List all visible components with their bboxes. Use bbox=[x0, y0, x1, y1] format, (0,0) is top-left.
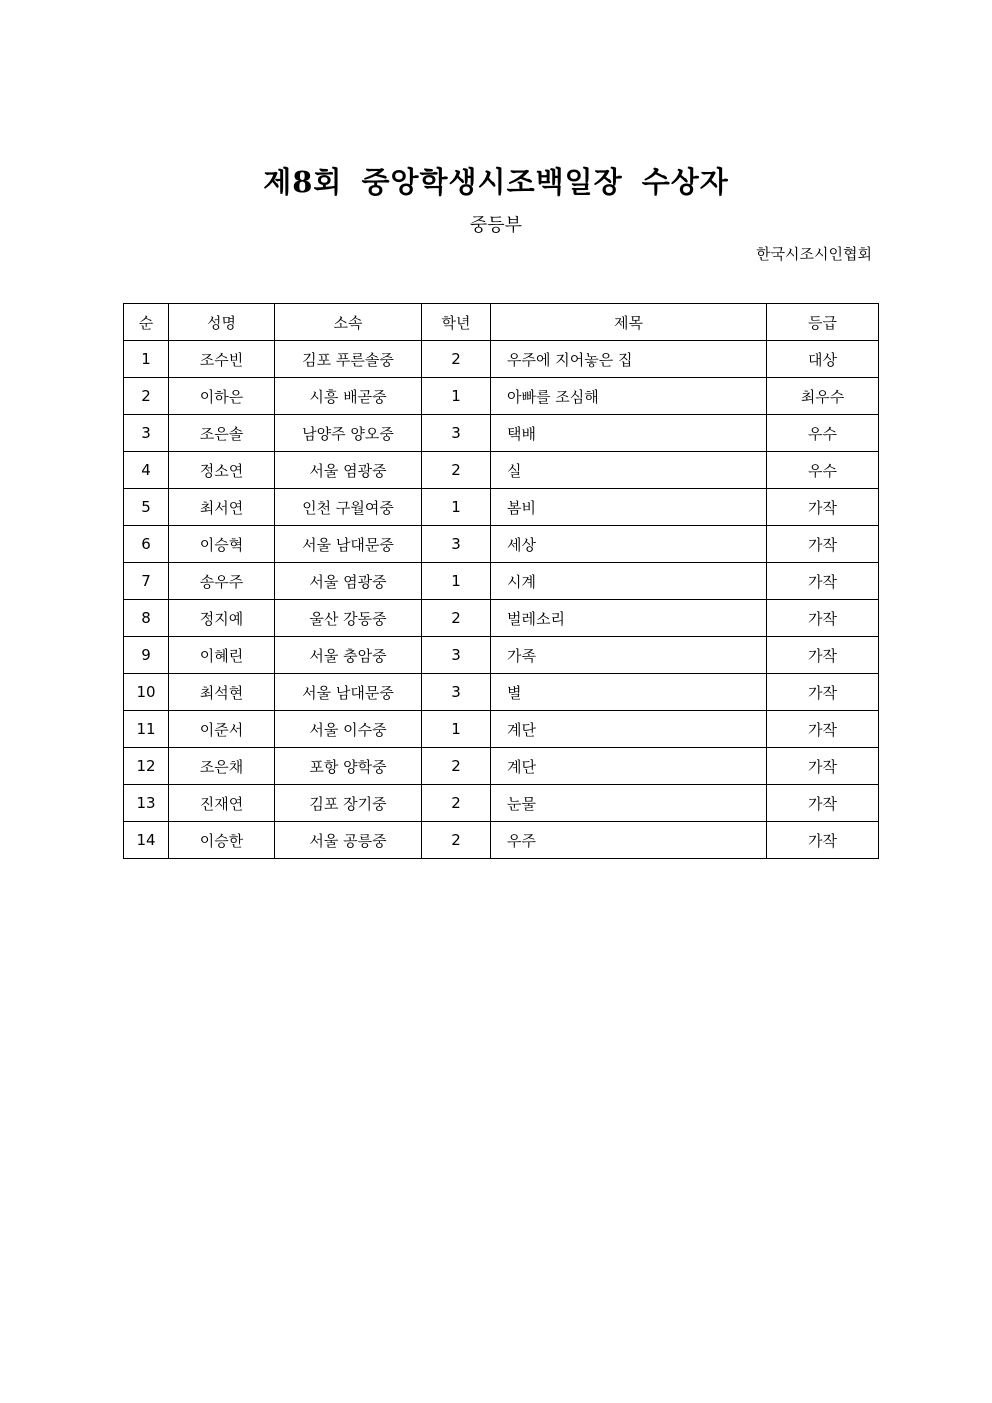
cell-award: 가작 bbox=[767, 563, 879, 600]
cell-grade: 2 bbox=[422, 748, 491, 785]
cell-number: 2 bbox=[124, 378, 169, 415]
cell-number: 11 bbox=[124, 711, 169, 748]
cell-school: 서울 남대문중 bbox=[275, 526, 422, 563]
cell-title: 봄비 bbox=[491, 489, 767, 526]
header-name: 성명 bbox=[169, 304, 275, 341]
table-header-row bbox=[124, 304, 879, 341]
cell-grade: 3 bbox=[422, 637, 491, 674]
table-row bbox=[124, 748, 879, 785]
cell-school: 서울 남대문중 bbox=[275, 674, 422, 711]
table-row bbox=[124, 785, 879, 822]
cell-grade: 3 bbox=[422, 415, 491, 452]
cell-grade: 2 bbox=[422, 600, 491, 637]
cell-school: 시흥 배곧중 bbox=[275, 378, 422, 415]
cell-award: 가작 bbox=[767, 785, 879, 822]
cell-award: 가작 bbox=[767, 526, 879, 563]
cell-award: 가작 bbox=[767, 822, 879, 859]
cell-award: 가작 bbox=[767, 489, 879, 526]
cell-number: 7 bbox=[124, 563, 169, 600]
cell-school: 서울 이수중 bbox=[275, 711, 422, 748]
cell-name: 진재연 bbox=[169, 785, 275, 822]
cell-award: 가작 bbox=[767, 600, 879, 637]
header-award: 등급 bbox=[767, 304, 879, 341]
cell-title: 벌레소리 bbox=[491, 600, 767, 637]
cell-school: 인천 구월여중 bbox=[275, 489, 422, 526]
table-row bbox=[124, 822, 879, 859]
table-row bbox=[124, 489, 879, 526]
organization-name: 한국시조시인협회 bbox=[756, 245, 872, 263]
cell-number: 3 bbox=[124, 415, 169, 452]
cell-title: 우주 bbox=[491, 822, 767, 859]
cell-title: 별 bbox=[491, 674, 767, 711]
cell-grade: 3 bbox=[422, 526, 491, 563]
cell-number: 13 bbox=[124, 785, 169, 822]
cell-grade: 2 bbox=[422, 452, 491, 489]
header-title: 제목 bbox=[491, 304, 767, 341]
cell-name: 이승혁 bbox=[169, 526, 275, 563]
cell-name: 이혜린 bbox=[169, 637, 275, 674]
cell-name: 이준서 bbox=[169, 711, 275, 748]
cell-grade: 1 bbox=[422, 563, 491, 600]
cell-grade: 2 bbox=[422, 341, 491, 378]
cell-title: 우주에 지어놓은 집 bbox=[491, 341, 767, 378]
cell-number: 4 bbox=[124, 452, 169, 489]
cell-name: 송우주 bbox=[169, 563, 275, 600]
table-row bbox=[124, 711, 879, 748]
cell-title: 시계 bbox=[491, 563, 767, 600]
awards-table bbox=[123, 303, 879, 859]
table-row bbox=[124, 563, 879, 600]
cell-title: 아빠를 조심해 bbox=[491, 378, 767, 415]
cell-grade: 1 bbox=[422, 711, 491, 748]
cell-number: 10 bbox=[124, 674, 169, 711]
cell-number: 9 bbox=[124, 637, 169, 674]
cell-name: 이승한 bbox=[169, 822, 275, 859]
cell-school: 울산 강동중 bbox=[275, 600, 422, 637]
header-school: 소속 bbox=[275, 304, 422, 341]
cell-title: 계단 bbox=[491, 748, 767, 785]
cell-award: 우수 bbox=[767, 452, 879, 489]
cell-school: 김포 장기중 bbox=[275, 785, 422, 822]
cell-title: 세상 bbox=[491, 526, 767, 563]
cell-award: 최우수 bbox=[767, 378, 879, 415]
cell-grade: 1 bbox=[422, 489, 491, 526]
table-row bbox=[124, 600, 879, 637]
cell-number: 1 bbox=[124, 341, 169, 378]
cell-school: 서울 염광중 bbox=[275, 452, 422, 489]
cell-award: 가작 bbox=[767, 637, 879, 674]
table-row bbox=[124, 341, 879, 378]
cell-name: 조은채 bbox=[169, 748, 275, 785]
cell-number: 14 bbox=[124, 822, 169, 859]
cell-grade: 2 bbox=[422, 822, 491, 859]
table-row bbox=[124, 637, 879, 674]
cell-school: 서울 충암중 bbox=[275, 637, 422, 674]
cell-name: 조은솔 bbox=[169, 415, 275, 452]
cell-award: 가작 bbox=[767, 711, 879, 748]
cell-name: 조수빈 bbox=[169, 341, 275, 378]
cell-school: 포항 양학중 bbox=[275, 748, 422, 785]
cell-award: 대상 bbox=[767, 341, 879, 378]
document-title: 제8회 중앙학생시조백일장 수상자 bbox=[263, 165, 729, 199]
table-row bbox=[124, 415, 879, 452]
document-subtitle: 중등부 bbox=[469, 215, 523, 236]
cell-school: 김포 푸른솔중 bbox=[275, 341, 422, 378]
cell-award: 가작 bbox=[767, 674, 879, 711]
cell-name: 최서연 bbox=[169, 489, 275, 526]
cell-title: 계단 bbox=[491, 711, 767, 748]
cell-name: 정지예 bbox=[169, 600, 275, 637]
cell-title: 눈물 bbox=[491, 785, 767, 822]
cell-school: 남양주 양오중 bbox=[275, 415, 422, 452]
cell-name: 정소연 bbox=[169, 452, 275, 489]
cell-name: 최석현 bbox=[169, 674, 275, 711]
table-body bbox=[124, 341, 879, 859]
table-row bbox=[124, 526, 879, 563]
table-row bbox=[124, 452, 879, 489]
cell-title: 택배 bbox=[491, 415, 767, 452]
header-grade: 학년 bbox=[422, 304, 491, 341]
cell-number: 6 bbox=[124, 526, 169, 563]
cell-grade: 1 bbox=[422, 378, 491, 415]
cell-award: 우수 bbox=[767, 415, 879, 452]
cell-grade: 2 bbox=[422, 785, 491, 822]
cell-name: 이하은 bbox=[169, 378, 275, 415]
table-row bbox=[124, 378, 879, 415]
cell-title: 가족 bbox=[491, 637, 767, 674]
cell-school: 서울 공릉중 bbox=[275, 822, 422, 859]
cell-number: 8 bbox=[124, 600, 169, 637]
header-number: 순 bbox=[124, 304, 169, 341]
cell-number: 12 bbox=[124, 748, 169, 785]
cell-school: 서울 염광중 bbox=[275, 563, 422, 600]
cell-title: 실 bbox=[491, 452, 767, 489]
cell-grade: 3 bbox=[422, 674, 491, 711]
cell-number: 5 bbox=[124, 489, 169, 526]
table-row bbox=[124, 674, 879, 711]
cell-award: 가작 bbox=[767, 748, 879, 785]
